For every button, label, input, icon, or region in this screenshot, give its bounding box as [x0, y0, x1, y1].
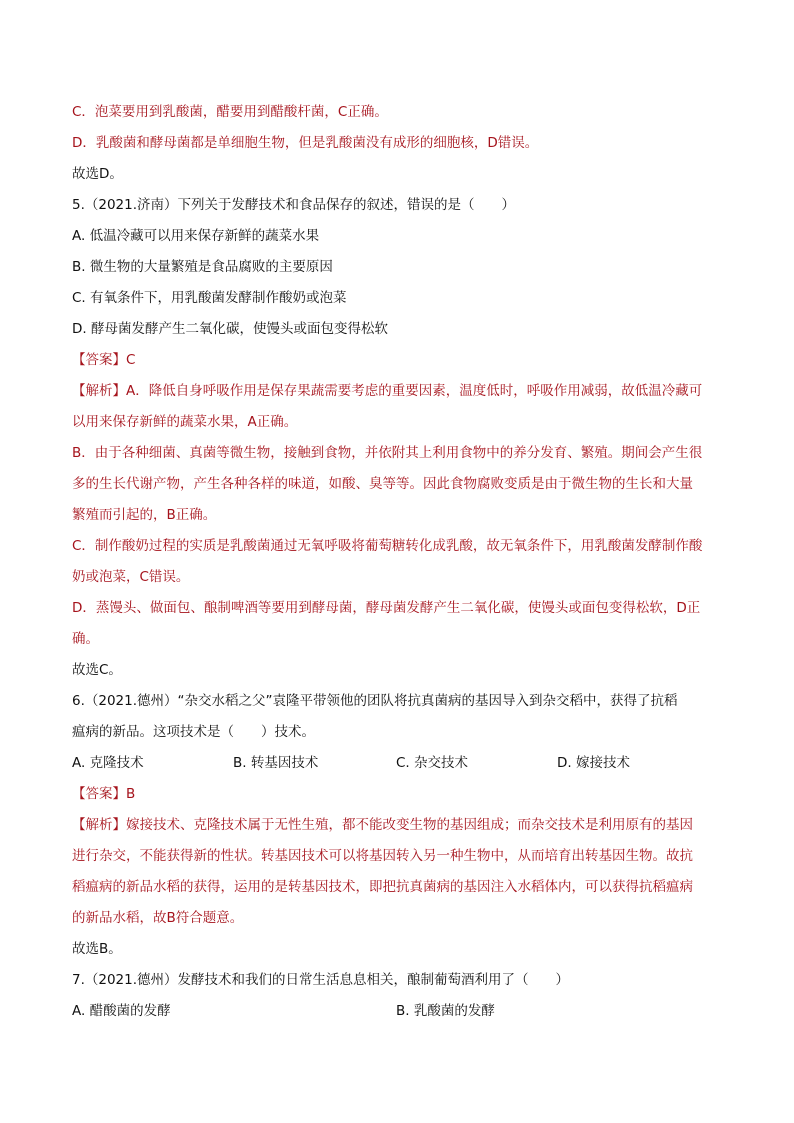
prev-option-c-explanation: C．泡菜要用到乳酸菌，醋要用到醋酸杆菌，C正确。 — [72, 104, 388, 120]
q7-option-a: A. 醋酸菌的发酵 — [72, 1003, 171, 1019]
q5-option-a: A. 低温冷藏可以用来保存新鲜的蔬菜水果 — [72, 228, 320, 244]
q5-conclusion: 故选C。 — [72, 662, 122, 678]
q6-answer: 【答案】B — [72, 786, 136, 802]
q6-analysis-line: 【解析】嫁接技术、克隆技术属于无性生殖，都不能改变生物的基因组成；而杂交技术是利用原有的基因 — [72, 817, 693, 833]
q6-option-b: B. 转基因技术 — [233, 755, 319, 771]
q5-analysis-line: C．制作酸奶过程的实质是乳酸菌通过无氧呼吸将葡萄糖转化成乳酸，故无氧条件下，用乳酸菌发酵制作酸 — [72, 538, 703, 554]
q6-stem-line2: 瘟病的新品。这项技术是（ ）技术。 — [72, 724, 315, 740]
q5-analysis-line: 【解析】A．降低自身呼吸作用是保存果蔬需要考虑的重要因素，温度低时，呼吸作用减弱，故低温冷藏可 — [72, 383, 703, 399]
q6-option-a: A. 克隆技术 — [72, 755, 144, 771]
q5-option-b: B. 微生物的大量繁殖是食品腐败的主要原因 — [72, 259, 333, 275]
q6-stem-line1: 6.（2021.德州）“杂交水稻之父”袁隆平带领他的团队将抗真菌病的基因导入到杂交稻中，获得了抗稻 — [72, 693, 678, 709]
q5-analysis-line: 繁殖而引起的，B正确。 — [72, 507, 217, 523]
q6-analysis-line: 进行杂交，不能获得新的性状。转基因技术可以将基因转入另一种生物中，从而培育出转基因生物。故抗 — [72, 848, 693, 864]
q6-conclusion: 故选B。 — [72, 941, 122, 957]
prev-option-d-explanation: D．乳酸菌和酵母菌都是单细胞生物，但是乳酸菌没有成形的细胞核，D错误。 — [72, 135, 539, 151]
q7-option-b: B. 乳酸菌的发酵 — [396, 1003, 495, 1019]
q6-option-c: C. 杂交技术 — [396, 755, 469, 771]
q5-answer: 【答案】C — [72, 352, 136, 368]
q7-stem: 7.（2021.德州）发酵技术和我们的日常生活息息相关，酿制葡萄酒利用了（ ） — [72, 972, 570, 988]
q6-analysis-line: 稻瘟病的新品水稻的获得，运用的是转基因技术，即把抗真菌病的基因注入水稻体内，可以获得抗稻瘟病 — [72, 879, 693, 895]
q5-analysis-line: 确。 — [72, 631, 99, 647]
q5-option-d: D. 酵母菌发酵产生二氧化碳，使馒头或面包变得松软 — [72, 321, 388, 337]
q5-analysis-line: 多的生长代谢产物，产生各种各样的味道，如酸、臭等等。因此食物腐败变质是由于微生物的生长和大量 — [72, 476, 693, 492]
q5-stem: 5.（2021.济南）下列关于发酵技术和食品保存的叙述，错误的是（ ） — [72, 197, 516, 213]
q5-analysis-line: B．由于各种细菌、真菌等微生物，接触到食物，并依附其上利用食物中的养分发育、繁殖。期间会产生很 — [72, 445, 703, 461]
q5-analysis-line: 奶或泡菜，C错误。 — [72, 569, 190, 585]
q5-option-c: C. 有氧条件下，用乳酸菌发酵制作酸奶或泡菜 — [72, 290, 347, 306]
prev-conclusion: 故选D。 — [72, 166, 123, 182]
q6-option-d: D. 嫁接技术 — [557, 755, 630, 771]
q5-analysis-line: D．蒸馒头、做面包、酿制啤酒等要用到酵母菌，酵母菌发酵产生二氧化碳，使馒头或面包变得松软，D正 — [72, 600, 701, 616]
q6-analysis-line: 的新品水稻，故B符合题意。 — [72, 910, 244, 926]
q5-analysis-line: 以用来保存新鲜的蔬菜水果，A正确。 — [72, 414, 298, 430]
